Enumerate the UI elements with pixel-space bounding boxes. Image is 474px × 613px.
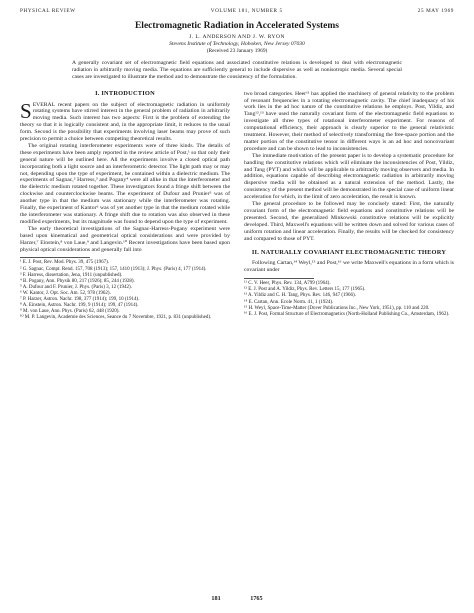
footer-volume: 181: [211, 595, 221, 602]
body-columns: [20, 91, 454, 322]
left-column: [20, 91, 230, 322]
footnote: ¹⁵ H. Weyl, Space-Time-Matter (Dover Publications Inc., New York, 1951), pp. 110 and 220.: [244, 305, 430, 311]
journal-name: PHYSICAL REVIEW: [20, 8, 76, 14]
volume-number: VOLUME 181, NUMBER 5: [210, 8, 283, 14]
footnote: ⁵ A. Dufour and F. Prunier, J. Phys. (Paris) 3, 12 (1942).: [20, 284, 132, 290]
received-date: (Received 23 January 1969): [206, 48, 268, 54]
author-affiliation: Stevens Institute of Technology, Hoboken, New Jersey 07030: [169, 41, 305, 47]
section-heading-introduction: I. INTRODUCTION: [95, 89, 155, 97]
abstract: A generally covariant set of electromagnetic field equations and associated constitutive relations is developed to deal with electromagnetic radiation in arbitrarily moving media. The equations are sufficiently general to include dispersive as well as nonisotropic media. Several special cases are investigated to illustrate the method and to demonstrate the consistency of the formulation.: [72, 60, 402, 81]
right-paragraph-4: Following Cartan,¹⁴ Weyl,¹⁵ and Post,¹⁶ we write Maxwell's equations in a form which is covariant under: [244, 260, 454, 274]
right-paragraph-2: The immediate motivation of the present paper is to develop a systematic procedure for handling the constitutive relations which will eliminate the inconsistencies of Post, Yildiz, and Tang (PYT) and which will be applicable to arbitrarily moving observers and media. In addition, equations capable of describing electromagnetic radiation in arbitrarily moving dispersive media will be obtained as a natural extension of the method. Lastly, the consistency of the present method will be demonstrated in the special case of uniform linear acceleration for which, in the limit of zero acceleration, the result is known.: [244, 152, 454, 201]
right-column: [244, 91, 454, 322]
footnote: ¹⁶ E. J. Post, Formal Structure of Electromagnetics (North-Holland Publishing Co., Amsterdam, 1962).: [244, 311, 450, 317]
right-paragraph-1: two broad categories. Heer¹¹ has applied the machinery of general relativity to the problem of resonant frequencies in a rotating electromagnetic cavity. The chief inadequacy of his work lies in the ad hoc nature of the constitutive relations he employs. Post, Yildiz, and Tang¹²,¹³ have used the naturally covariant form of the electromagnetic field equations to investigate all three types of rotational interferometer experiment. For reasons of computational efficiency, their approach is clearly superior to the general relativistic treatment. However, their method of selectively transforming the free-space portion and the matter portion of the constitutive tensor in different ways is an ad hoc and noncovariant procedure and can be shown to lead to inconsistencies.: [244, 90, 454, 152]
intro-paragraph-1: [20, 98, 230, 143]
footnote: ⁷ P. Harzer, Astron. Nachr. 198, 377 (1914); 199, 10 (1914).: [20, 297, 140, 303]
footnote: ¹³ A. Yildiz and C. H. Tang, Phys. Rev. 146, 947 (1966).: [244, 293, 356, 299]
section-heading-covariant-theory: II. NATURALLY COVARIANT ELECTROMAGNETIC THEORY: [251, 248, 447, 256]
footnote: ¹ E. J. Post, Rev. Mod. Phys. 39, 475 (1967).: [20, 260, 110, 266]
article-authors: J. L. ANDERSON AND J. W. RYON: [189, 34, 285, 40]
footnote: ⁸ A. Einstein, Astron. Nachr. 199, 9 (1914); 199, 47 (1914).: [20, 303, 139, 309]
footnote: ¹⁰ M. P. Langevin, Academie des Sciences, Seance du 7 Novembre, 1921, p. 831 (unpublished).: [20, 315, 212, 321]
footnote: ¹¹ C. V. Heer, Phys. Rev. 134, A799 (1964).: [244, 281, 331, 287]
footnote: ¹⁴ E. Cartan, Ann. Ecole Norm. 41, 1 (1924).: [244, 299, 334, 305]
footnote: ⁴ B. Pogany, Ann. Physik 80, 217 (1926); 85, 244 (1928).: [20, 278, 135, 284]
footnote: ³ F. Harress, dissertation, Jena, 1911 (unpublished).: [20, 272, 123, 278]
footnote: ¹² E. J. Post and A. Yildiz, Phys. Rev. Letters 15, 177 (1965).: [244, 287, 366, 293]
issue-date: 25 MAY 1969: [417, 8, 454, 14]
intro-paragraph-1-text: EVERAL recent papers on the subject of electromagnetic radiation in uniformly rotating systems have stirred interest in the general problem of radiation in arbitrarily moving media. Such interest has two aspects: First is the problem of extending the theory so that it is logically consistent and, in the appropriate limit, it reduces to the usual form. Second is the possibility that experiments involving laser beams may prove of such precision to permit a choice between competing theoretical results.: [20, 101, 230, 143]
footnote: ⁶ W. Kantor, J. Opt. Soc. Am. 52, 978 (1962).: [20, 290, 111, 296]
page-footer: [0, 595, 474, 602]
running-head: [20, 8, 454, 14]
footer-page-number: 1765: [250, 595, 263, 602]
footnote: ² G. Sagnac, Compt. Rend. 157, 708 (1913); 157, 1410 (1913); J. Phys. (Paris) 4, 177 (1914).: [20, 266, 207, 272]
footnote: ⁹ M. von Laue, Ann. Phys. (Paris) 62, 448 (1920).: [20, 309, 120, 315]
drop-cap: S: [20, 98, 32, 123]
right-paragraph-3: The general procedure to be followed may be concisely stated: First, the naturally covariant form of the electromagnetic field equations and constitutive relations will be presented. Second, the generalized Minkowski constitutive relations will be explicitly developed. Third, Maxwell's equations will be written down and solved for various cases of uniform rotation and linear acceleration. Finally, the results will be checked for consistency and compared to those of PYT.: [244, 201, 454, 242]
article-title: Electromagnetic Radiation in Accelerated Systems: [134, 21, 340, 31]
intro-paragraph-3: The early theoretical investigations of the Sagnac-Harress-Pogany experiment were based upon kinematical and geometrical optical considerations and were provided by Harzer,⁷ Einstein,⁸ von Laue,⁹ and Langevin.¹⁰ Recent investigations have been based upon physical optical considerations and generally fall into: [20, 225, 230, 253]
footnotes-left: [20, 260, 230, 321]
intro-paragraph-2: The original rotating interferometer experiments were of three kinds. The details of these experiments have been amply reported in the review article of Post,¹ so that only their general nature will be outlined here. All the experiments involve a closed optical path incorporating both a light source and an interferometric detector. The light path may or may not, depending upon the type of experiment, be contained within a dielectric medium. The experiments of Sagnac,² Harress,³ and Pogany⁴ were all alike in that the interferometer and the dielectric medium rotated together. These investigators found a fringe shift between the clockwise and counterclockwise beams. The experiment of Dufour and Prunier⁵ was of another type in that the medium was stationary while the interferometer was rotating. Finally, the experiment of Kantor⁶ was of yet another type in that the medium rotated while the interferometer was stationary. A fringe shift due to rotation was also observed in these modified experiments, but its magnitude was found to depend upon the type of experiment.: [20, 142, 230, 225]
footnotes-right: [244, 281, 454, 318]
